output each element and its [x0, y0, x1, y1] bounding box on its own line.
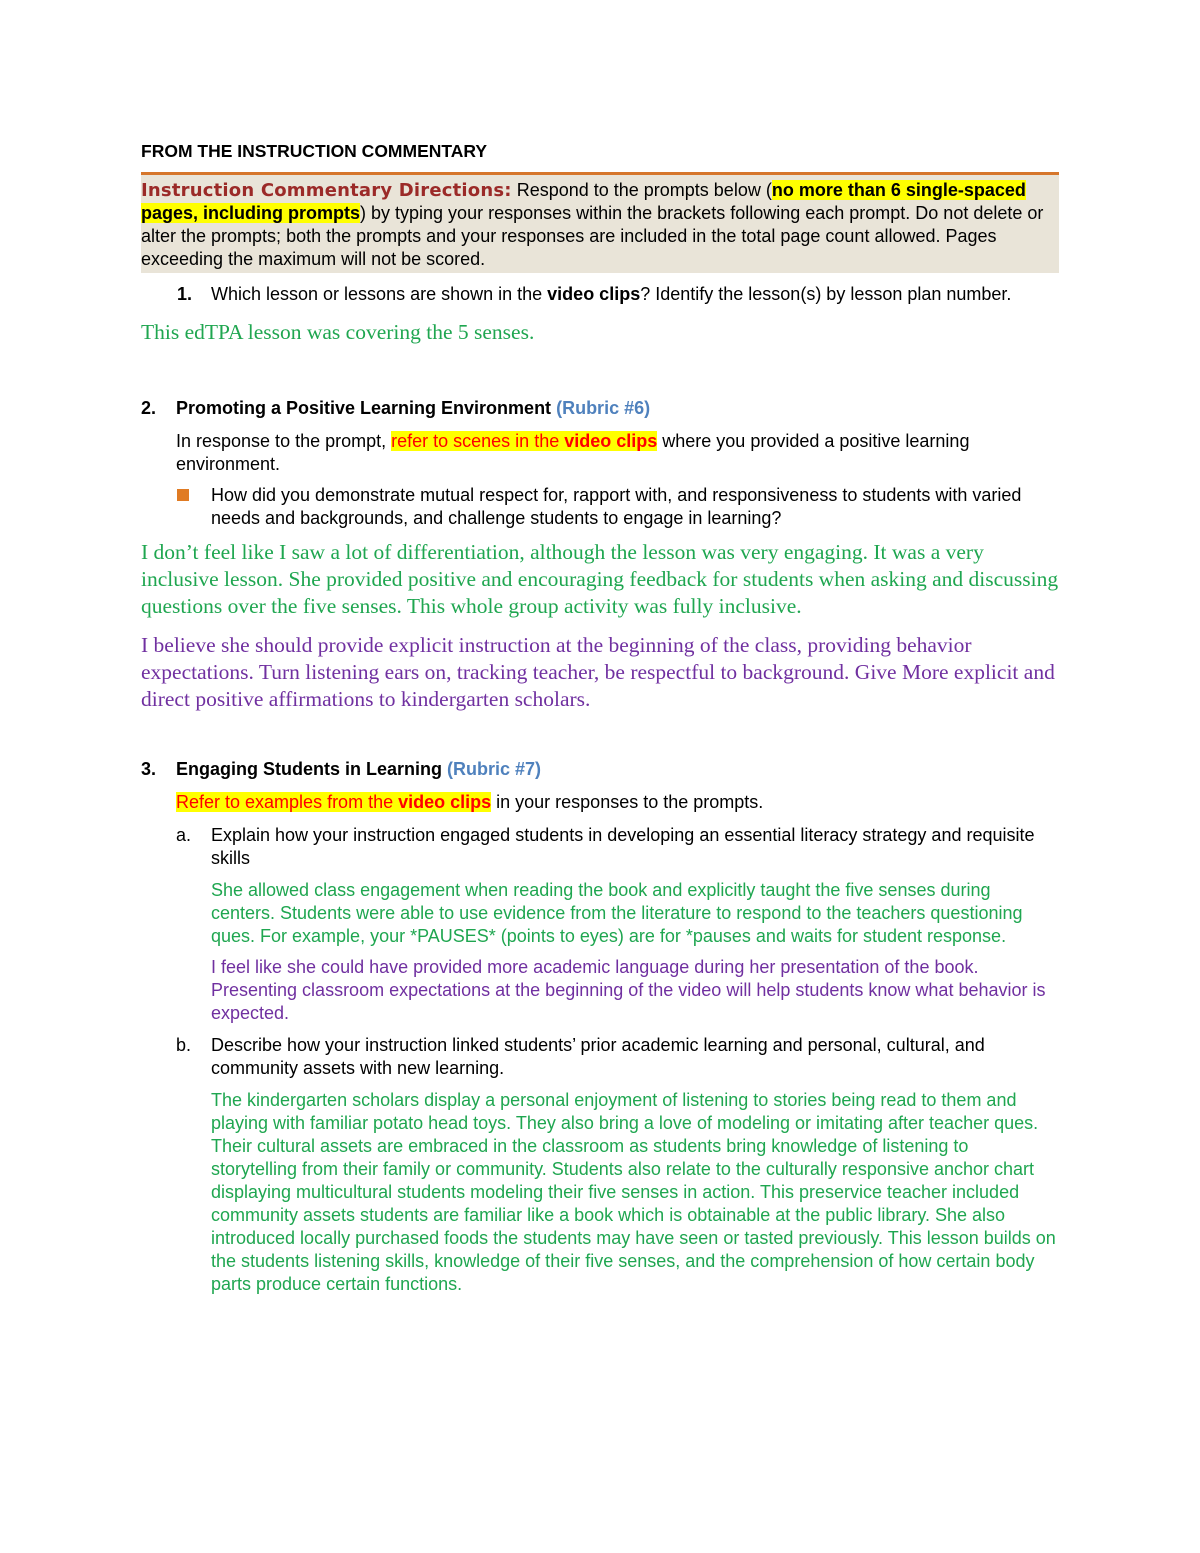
question-2-title: Promoting a Positive Learning Environment — [176, 398, 552, 418]
directions-box — [141, 172, 1059, 273]
question-3-intro-b: in your responses to the prompts. — [491, 792, 764, 812]
question-1-number: 1. — [177, 284, 193, 304]
question-2-intro — [141, 430, 1059, 476]
question-1-text-b: ? Identify the lesson(s) by lesson plan number. — [640, 284, 1012, 304]
question-3-intro-red-bold: video clips — [398, 792, 492, 812]
document-page — [141, 140, 1059, 1296]
question-3b-prompt: Describe how your instruction linked students’ prior academic learning and personal, cultural, and community assets with new learning. — [211, 1035, 985, 1078]
question-3a-prompt: Explain how your instruction engaged students in developing an essential literacy strategy and requisite skills — [211, 825, 1035, 868]
question-3-rubric: (Rubric #7) — [447, 759, 542, 779]
question-1-text-a: Which lesson or lessons are shown in the — [211, 284, 548, 304]
question-3-number: 3. — [141, 759, 157, 779]
directions-text-1: Respond to the prompts below ( — [511, 180, 772, 200]
directions-highlight: no more than 6 single-spaced pages, including prompts — [141, 180, 1026, 223]
question-3a-response-green: She allowed class engagement when reading the book and explicitly taught the five senses during centers. Students were able to use evidence from the literature to respond to the teachers questioning ques. For example, your *PAUSES* (points to eyes) are for *pauses and waits for student response. — [211, 880, 1023, 946]
question-3b — [141, 1034, 1059, 1080]
question-1-bold: video clips — [547, 284, 641, 304]
question-1 — [141, 283, 1059, 306]
question-3-title: Engaging Students in Learning — [176, 759, 443, 779]
directions-label: Instruction Commentary Directions: — [141, 180, 512, 201]
question-3-title-row — [141, 758, 1059, 781]
question-2-intro-b: where you provided a positive learning environment. — [176, 431, 970, 474]
question-3a-letter: a. — [176, 825, 192, 845]
question-2-intro-a: In response to the prompt, — [176, 431, 392, 451]
question-2-rubric: (Rubric #6) — [556, 398, 651, 418]
page-heading: FROM THE INSTRUCTION COMMENTARY — [141, 141, 488, 161]
question-3-intro-red: Refer to examples from the — [176, 792, 399, 812]
question-2-intro-red-bold: video clips — [564, 431, 658, 451]
question-3a — [141, 824, 1059, 870]
question-3b-letter: b. — [176, 1035, 192, 1055]
question-2-intro-red: refer to scenes in the — [391, 431, 565, 451]
square-bullet-icon — [177, 489, 189, 501]
question-2-number: 2. — [141, 398, 157, 418]
question-2-response-purple: I believe she should provide explicit instruction at the beginning of the class, providing behavior expectations. Turn listening ears on, tracking teacher, be respectful to background. Give More explicit and direct positive affirmations to kindergarten scholars. — [141, 633, 1055, 711]
question-3a-response-purple: I feel like she could have provided more academic language during her presentation of the book. Presenting classroom expectations at the beginning of the video will help students know what behavior is expected. — [211, 957, 1046, 1023]
question-2-response-green: I don’t feel like I saw a lot of differentiation, although the lesson was very engaging. It was a very inclusive lesson. She provided positive and encouraging feedback for students when asking and discussing questions over the five senses. This whole group activity was fully inclusive. — [141, 540, 1059, 618]
question-3b-response-green: The kindergarten scholars display a personal enjoyment of listening to stories being read to them and playing with familiar potato head toys. They also bring a love of modeling or imitating after teacher ques. Their cultural assets are embraced in the classroom as students bring knowledge of listening to storytelling from their family or community. Students also relate to the culturally responsive anchor chart displaying multicultural students modeling their five senses in action. This preservice teacher included community assets students are familiar like a book which is obtainable at the public library. She also introduced locally purchased foods the students may have seen or tasted previously. This lesson builds on the students listening skills, knowledge of their five senses, and the comprehension of how certain body parts produce certain functions. — [211, 1090, 1056, 1294]
question-2-bullet-item — [141, 484, 1059, 530]
question-1-response: This edTPA lesson was covering the 5 senses. — [141, 320, 535, 344]
question-3-intro — [141, 791, 1059, 814]
question-2-title-row — [141, 397, 1059, 420]
question-2-bullet-text: How did you demonstrate mutual respect for, rapport with, and responsiveness to students with varied needs and backgrounds, and challenge students to engage in learning? — [211, 485, 1022, 528]
directions-text-2: ) by typing your responses within the brackets following each prompt. Do not delete or alter the prompts; both the prompts and your responses are included in the total page count allowed. Pages exceeding the maximum will not be scored. — [141, 203, 1044, 269]
